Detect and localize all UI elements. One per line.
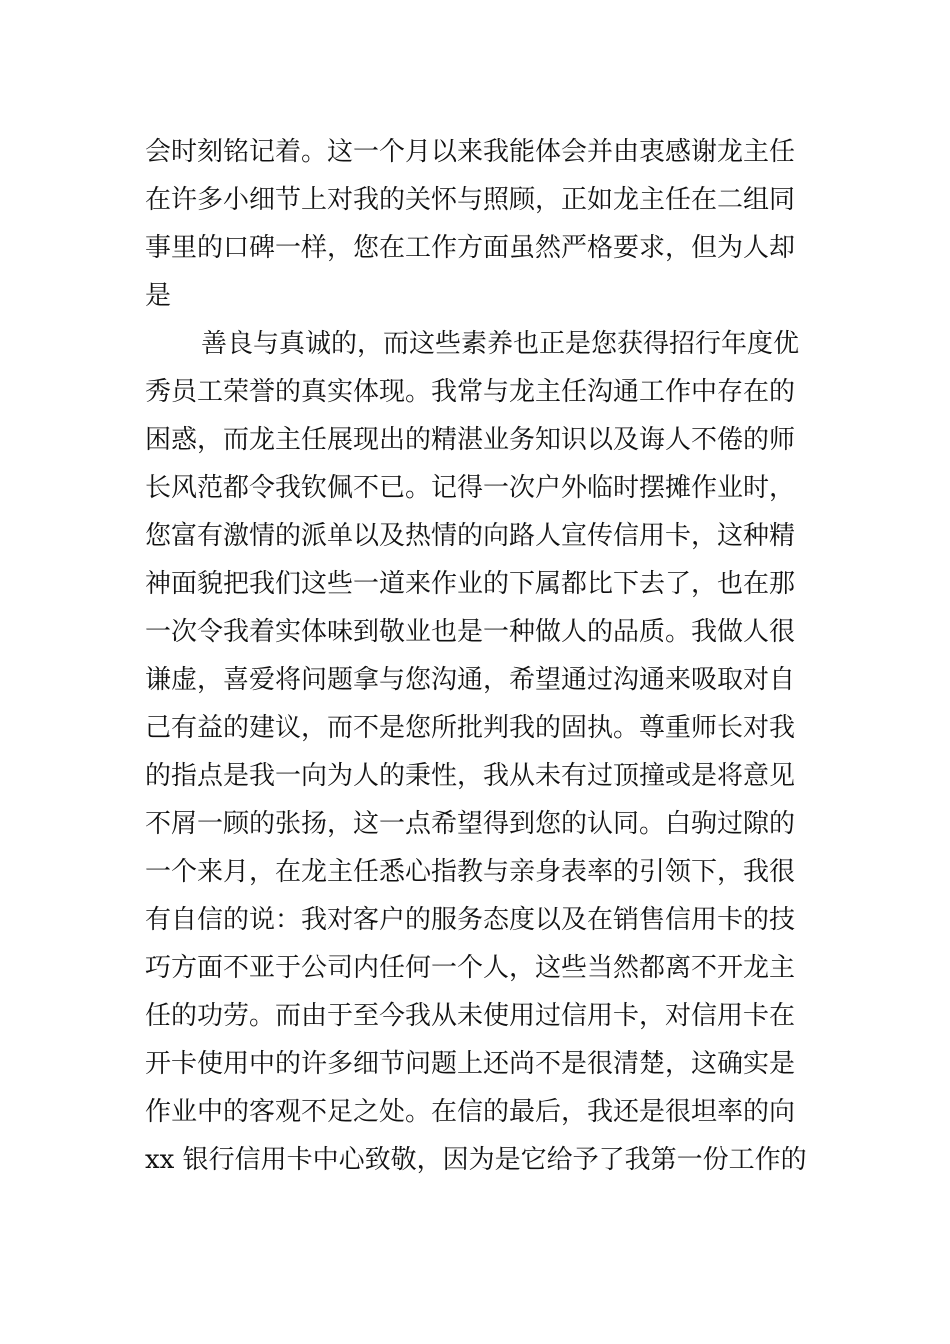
text-line: 有自信的说：我对客户的服务态度以及在销售信用卡的技 bbox=[145, 905, 796, 935]
text-line: 是 bbox=[145, 281, 172, 311]
text-line: 事里的口碑一样，您在工作方面虽然严格要求，但为人却 bbox=[145, 233, 796, 263]
text-line: 神面貌把我们这些一道来作业的下属都比下去了，也在那 bbox=[145, 569, 796, 599]
text-line: 谦虚，喜爱将问题拿与您沟通，希望通过沟通来吸取对自 bbox=[145, 665, 796, 695]
text-line: 您富有激情的派单以及热情的向路人宣传信用卡，这种精 bbox=[145, 521, 796, 551]
text-line: 在许多小细节上对我的关怀与照顾，正如龙主任在二组同 bbox=[145, 185, 796, 215]
text-line: 长风范都令我钦佩不已。记得一次户外临时摆摊作业时， bbox=[145, 473, 796, 503]
text-line: 一次令我着实体味到敬业也是一种做人的品质。我做人很 bbox=[145, 617, 796, 647]
text-line: 己有益的建议，而不是您所批判我的固执。尊重师长对我 bbox=[145, 713, 796, 743]
text-line: 不屑一顾的张扬，这一点希望得到您的认同。白驹过隙的 bbox=[145, 809, 796, 839]
text-line: 秀员工荣誉的真实体现。我常与龙主任沟通工作中存在的 bbox=[145, 377, 796, 407]
text-line: 会时刻铭记着。这一个月以来我能体会并由衷感谢龙主任 bbox=[145, 137, 796, 167]
text-line: 作业中的客观不足之处。在信的最后，我还是很坦率的向 bbox=[145, 1097, 796, 1127]
text-line: 困惑，而龙主任展现出的精湛业务知识以及诲人不倦的师 bbox=[145, 425, 796, 455]
text-line: xx 银行信用卡中心致敬，因为是它给予了我第一份工作的 bbox=[145, 1145, 807, 1175]
text-line: 开卡使用中的许多细节问题上还尚不是很清楚，这确实是 bbox=[145, 1049, 796, 1079]
text-line: 的指点是我一向为人的秉性，我从未有过顶撞或是将意见 bbox=[145, 761, 796, 791]
letter-body bbox=[145, 128, 825, 1184]
text-line: 一个来月，在龙主任悉心指教与亲身表率的引领下，我很 bbox=[145, 857, 796, 887]
text-line: 巧方面不亚于公司内任何一个人，这些当然都离不开龙主 bbox=[145, 953, 796, 983]
paragraph-first-line: 善良与真诚的，而这些素养也正是您获得招行年度优 bbox=[201, 329, 800, 359]
text-line: 任的功劳。而由于至今我从未使用过信用卡，对信用卡在 bbox=[145, 1001, 796, 1031]
